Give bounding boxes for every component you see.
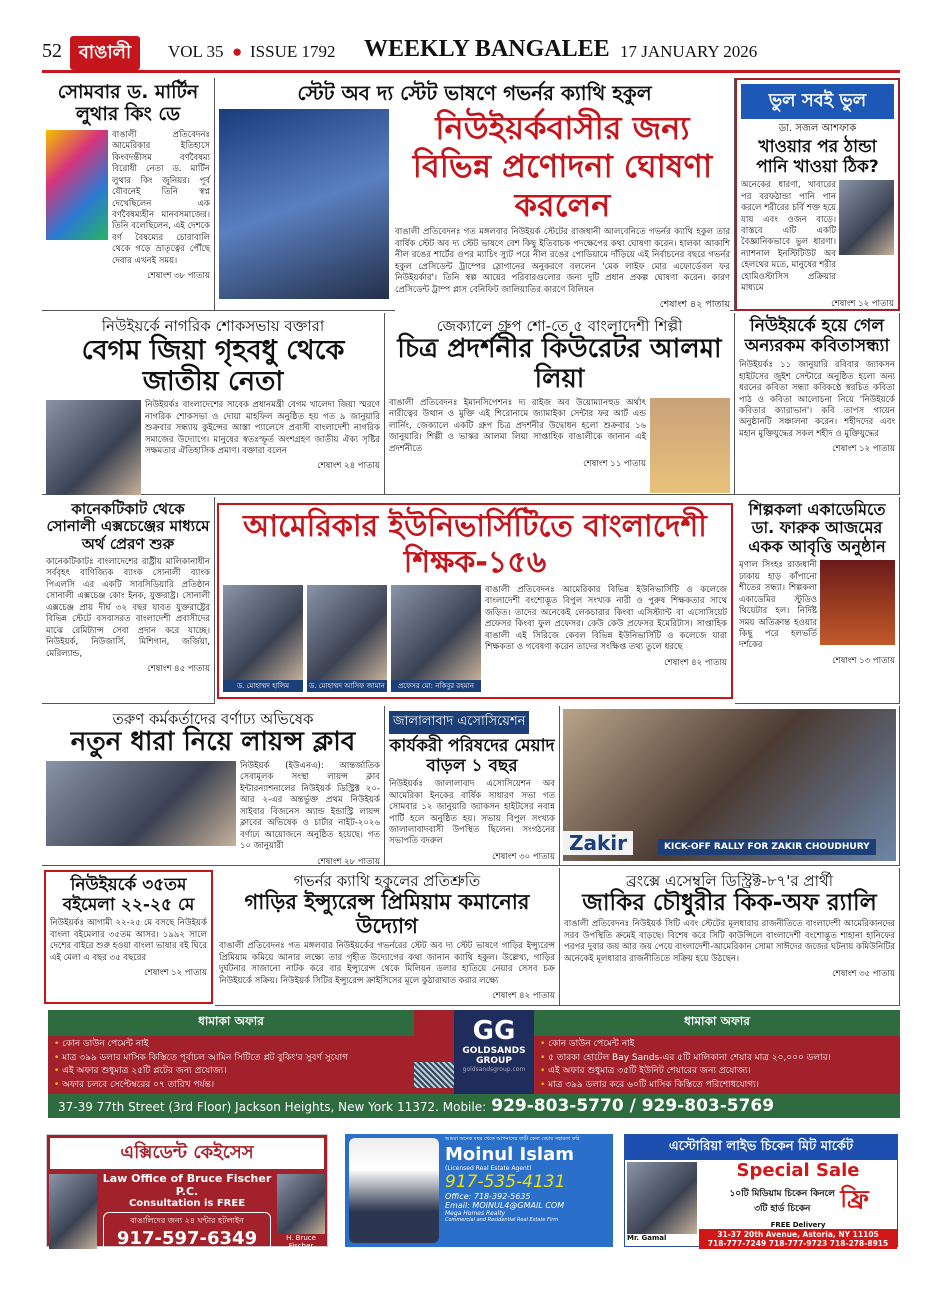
body: বাঙালী প্রতিবেদনঃ ইমানসিপেশনঃ দ্য রাইজ অব উয়োম্যানহুড অর্থাৎ নারীত্বের উত্থান ও মুক্তি এই শিরোনামে জ্যামাইকা সেন্টার ফর আর্ট এন্ড লার্নিং, জেক্যালে একটি গ্রুপ চিত্র প্রদর্শনীর উদ্বোধন হলো শুক্রবার ১৬ জানুয়ারি। শিল্পী ও ভাস্কর আলমা লিয়া সাপ্তাহিক বাঙালীকে জানান এই প্রদর্শনীতে xyxy=(389,397,646,454)
headline: কার্যকরী পরিষদের মেয়াদ বাড়ল ১ বছর xyxy=(389,736,555,776)
offer-item: • মাত্র ৩৯৯ ডলার করে ৬০টি মাসিক কিস্তিতে পরিশোধযোগ্য। xyxy=(540,1079,759,1090)
firm-name: Law Office of Bruce Fischer P.C. xyxy=(102,1172,272,1198)
headline: জাকির চৌধুরীর কিক-অফ র‌্যালি xyxy=(582,890,877,916)
email[interactable]: Email: MOINUL4@GMAIL COM xyxy=(445,1201,565,1210)
continued: শেষাংশ ২৪ পাতায় xyxy=(317,461,380,472)
kicker: তরুণ কর্মকর্তাদের বর্ণাঢ্য অভিষেক xyxy=(112,710,314,728)
bullet-icon: ● xyxy=(232,42,243,61)
body: নিউইয়র্কঃ ১১ জানুয়ারি রবিবার জ্যাকসন হাইটসের জুইশ সেন্টারে অনুষ্ঠিত হলো অন্য ধরনের কবিতা সন্ধ্যা কবিকণ্ঠে স্বরচিত কবিতা পাঠ ও কবিতা আলোচনা নিয়ে 'নিউইয়র্কে কবিতার ক্যারাভান'। কবি তাপস গায়েন অনুষ্ঠানটি সঞ্চালনা করেন। শহীদদের এবং মহান মুক্তিযুদ্ধের সকল শহীদ ও মুক্তিযুদ্ধের xyxy=(739,360,895,439)
article-zia[interactable] xyxy=(42,313,385,495)
headline: খাওয়ার পর ঠান্ডা পানি খাওয়া ঠিক? xyxy=(756,137,879,177)
headline: কানেকটিকাট থেকে সোনালী এক্সচেঞ্জের মাধ্যমে অর্থ প্রেরণ শুরু xyxy=(46,500,210,553)
teacher-photo xyxy=(391,585,481,680)
ad-title: এক্সিডেন্ট কেইসেস xyxy=(50,1138,324,1169)
headline-2: অন্যরকম কবিতাসন্ধ্যা xyxy=(744,335,890,356)
office-phone: Office: 718-392-5635 xyxy=(445,1192,531,1201)
owner-name: Mr. Gamal xyxy=(627,1234,667,1242)
kicker: জেক্যালে গ্রুপ শো-তে ৫ বাংলাদেশী শিল্পী xyxy=(436,317,683,335)
offer-list-left xyxy=(48,1036,414,1094)
headline: সোমবার ড. মার্টিন লুথার কিং ডে xyxy=(57,81,199,125)
masthead xyxy=(42,36,900,70)
author-photo xyxy=(839,180,894,255)
lawyer-photo xyxy=(277,1174,325,1234)
article-insurance[interactable] xyxy=(215,868,560,1006)
consult-text: Consultation is FREE xyxy=(128,1198,246,1209)
kicker: স্টেট অব দ্য স্টেট ভাষণে গভর্নর ক্যাথি হকুল xyxy=(297,81,652,105)
offer-item: • ৫ তারকা হোটেল Bay Sands-এর ৫টি মালিকানা শেয়ার মাত্র ২০,০০০ ডলার। xyxy=(540,1052,831,1063)
continued: শেষাংশ ৪২ পাতায় xyxy=(492,991,555,1002)
lawyer-name: H. Bruce Fischer xyxy=(286,1234,316,1250)
kicker: নিউইয়র্কে নাগরিক শোকসভায় বক্তারা xyxy=(101,317,325,335)
sign-zakir: Zakir xyxy=(563,831,633,855)
address: 37-39 77th Street (3rd Floor) Jackson Heights, New York 11372. Mobile: xyxy=(58,1100,487,1114)
recital-photo xyxy=(820,560,895,645)
issue: ISSUE 1792 xyxy=(250,42,336,61)
continued: শেষাংশ ৩৮ পাতায় xyxy=(147,271,210,282)
continued: শেষাংশ ১৩ পাতায় xyxy=(832,655,895,666)
photo-caption: প্রফেসর মো: নকিবুর রহমান xyxy=(391,680,481,692)
contact-bar xyxy=(48,1094,900,1118)
offer-item: • কোন ডাউন পেমেন্ট নাই xyxy=(540,1039,635,1049)
headline: নতুন ধারা নিয়ে লায়ন্স ক্লাব xyxy=(70,727,356,757)
continued: শেষাংশ ৪২ পাতায় xyxy=(664,657,727,668)
kicker: ব্রংক্সে এসেম্বলি ডিস্ট্রিক্ট-৮৭'র প্রার্থী xyxy=(626,872,833,890)
article-poetry[interactable] xyxy=(735,313,900,495)
article-sonali[interactable] xyxy=(42,497,215,704)
offer-item: • এই অফার শুধুমাত্র ৩৫টি ইউনিট শেয়ারের জন্য প্রযোজ্য। xyxy=(540,1066,751,1076)
newspaper-logo: বাঙালী xyxy=(70,36,140,70)
continued: শেষাংশ ১১ পাতায় xyxy=(583,459,646,470)
continued: শেষাংশ ২৮ পাতায় xyxy=(317,856,380,867)
headline: নিউইয়র্কে ৩৫তম বইমেলা ২২-২৫ মে xyxy=(62,875,195,915)
body: কানেকটিকাটঃ বাংলাদেশের রাষ্ট্রীয় মালিকানাধীন সর্ববৃহৎ বাণিজ্যিক ব্যাংক সোনালী ব্যাংক পিএলসি এর একটি সাবসিডিয়ারি প্রতিষ্ঠান সোনালী এক্সচেঞ্জ কোং ইনক, যুক্তরাষ্ট্র। সোনালী এক্সচেঞ্জ প্রায় দীর্ঘ ৩২ বছর যাবত যুক্তরাষ্ট্রের বিভিন্ন স্টেটে বসবাসরত বাংলাদেশী প্রবাসীদের মাঝে রেমিট্যান্স সেবা প্রদান করে যাচ্ছে। নিউইয়র্ক, নিউজার্সি, মিশিগান, জর্জিয়া, মেরিল্যান্ড, xyxy=(46,556,210,659)
article-governor[interactable] xyxy=(215,78,735,311)
offer-item: • এই অফার শুধুমাত্র ২৫টি প্লটের জন্য প্রযোজ্য। xyxy=(54,1066,227,1076)
zakir-rally-photo xyxy=(560,706,900,866)
kicker: জালালাবাদ এসোসিয়েশন xyxy=(389,711,529,734)
offer-text: ১০টি মিডিয়াম চিকেন কিনলে ৩টি হার্ড চিকেন xyxy=(729,1189,835,1214)
lions-photo xyxy=(46,761,236,846)
page-number: 52 xyxy=(42,40,62,62)
continued: শেষাংশ ৩০ পাতায় xyxy=(492,851,555,862)
goldsands-ad[interactable] xyxy=(48,1010,900,1118)
body: বাঙালী প্রতিবেদনঃ গত মঙ্গলবার নিউইয়র্কের গভর্নরের স্টেট অব দ্য স্টেট ভাষণে গাড়ির ইন্স্যুরেন্স প্রিমিয়াম কমিয়ে আনার লক্ষ্যে তার গৃহীত উদ্যোগের কথা জানান ক্যাথি হকুল। উল্লেখ্য, গাড়ির দুর্ঘটনার সাজানো নাটক করে বার ইন্স্যুরেন্স থেকে মিলিয়ন ডলার হাতিয়ে নেয়ার সেসব চক্র নিউইয়র্কে সক্রিয়। নিউইয়র্ক সিটির ইন্স্যুরেন্স ক্রাইসিসের মূলে কুঠারাঘাত করার লক্ষ্যে xyxy=(219,941,555,986)
headline: শিল্পকলা একাডেমিতে ডা. ফারুক আজমের একক আবৃত্তি অনুষ্ঠান xyxy=(748,500,886,556)
offer-item: • অফার চলবে সেপ্টেম্বরের ০৭ তারিখ পর্যন্ত। xyxy=(54,1079,215,1090)
article-health[interactable] xyxy=(735,78,900,311)
article-lions[interactable] xyxy=(42,706,385,866)
realtor-photo xyxy=(349,1138,439,1243)
headline: আমেরিকার ইউনিভার্সিটিতে বাংলাদেশী শিক্ষক-১৫৬ xyxy=(243,509,707,580)
body: অনেকের ধারণা, খাবারের পর বরফঠান্ডা পানি পান করলে শরীরের চর্বি শক্ত হয়ে যায় এবং ওজন বাড়ে। বাস্তবে এটি একটি বৈজ্ঞানিকভাবে ভুল ধারণা। ন্যাশনাল ইনস্টিটিউট অব হেলথের মতে, মানুষের শরীর হোমিওস্টাসিস প্রক্রিয়ার মাধ্যমে xyxy=(741,180,837,294)
article-bookfair[interactable] xyxy=(44,870,213,1004)
teacher-photo xyxy=(307,585,387,680)
body: নিউইয়র্ক (ইউএনএ): আন্তর্জাতিক সেবামূলক সংস্থা লায়ন্স ক্লাব ইন্টারন্যাশনালের নিউইয়র্ক ডিস্ট্রিক্ট ২০-আর ২-এর অন্তর্ভুক্ত প্রথম নিউইয়র্ক সাইবার বিজনেস অ্যান্ড ইন্ডাস্ট্রি লায়ন্স ক্লাবের অভিষেক ও চার্টার নাইট-২০২৬ বর্ণাঢ্য আয়োজনে অনুষ্ঠিত হয়েছে। গত ১০ জানুয়ারী xyxy=(240,760,380,852)
speaker-photo xyxy=(46,400,141,495)
article-alma[interactable] xyxy=(385,313,735,495)
body: বাঙালী প্রতিবেদনঃ আমেরিকার ইতিহাসে কিংবদন্তীসম বর্ণবৈষম্য বিরোধী নেতা ড. মার্টিন লুথার কিং জুনিয়র। পূর্ব যৌবনেই তিনি স্বপ্ন দেখেছিলেন এক বর্ণবৈষম্যহীন মানবসমাজের। তিনি বলেছিলেন, এই দেশকে বর্ণ বৈষম্যের চোরাবালি থেকে গড়ে ভ্রাতৃত্বের পৌঁছে দেবার এখনই সময়। xyxy=(112,129,210,266)
law-office-ad[interactable] xyxy=(46,1134,328,1250)
footer: Commercial and Residential Real Estate Firm xyxy=(445,1217,559,1223)
issue-date: 17 JANUARY 2026 xyxy=(620,42,758,61)
photo-caption: ড. মোহাম্মদ আসিফ জামান xyxy=(307,680,387,692)
offer-title: ধামাকা অফার xyxy=(534,1010,900,1036)
offer-item: • কোন ডাউন পেমেন্ট নাই xyxy=(54,1039,149,1049)
headline: বেগম জিয়া গৃহবধু থেকে জাতীয় নেতা xyxy=(81,335,345,398)
lawyer-photo xyxy=(49,1174,97,1249)
volume: VOL 35 xyxy=(168,42,224,61)
continued: শেষাংশ ১২ পাতায় xyxy=(831,298,894,309)
article-zakir[interactable] xyxy=(560,868,900,1006)
headline: গাড়ির ইন্স্যুরেন্স প্রিমিয়াম কমানোর উদ্যোগ xyxy=(244,890,530,939)
artist-photo xyxy=(650,398,730,493)
offer-item: • মাত্র ৩৯৯ ডলার মাসিক কিস্তিতে পূর্বাচল আমিন সিটিতে প্লট বুকিং'র সুবর্ণ সুযোগ xyxy=(54,1052,348,1063)
continued: শেষাংশ ৩৫ পাতায় xyxy=(832,969,895,980)
sale-text: Special Sale xyxy=(736,1160,860,1181)
body: বাঙালী প্রতিবেদনঃ নিউইয়র্ক সিটি এবং স্টেটের মূলধারার রাজনীতিতে বাংলাদেশী আমেরিকানদের সরব উপস্থিতি ক্রমেই বাড়ছে। বিশেষ করে সিটি কাউন্সিলে বাংলাদেশী বংশোদ্ভূত শাহানা হানিফের পরপর দুবার জয় আর জয় পেয়ে বাংলাদেশী-আমেরিকান সোমা সাঈদের জজের ঘটনায় কমিউনিটির অনেকেই মূলধারার রাজনীতিতে সক্রিয় হয়ে উঠছেন। xyxy=(564,919,895,964)
realtor-ad[interactable] xyxy=(345,1134,613,1247)
company: Mega Homes Realty xyxy=(445,1210,506,1217)
article-mlk[interactable] xyxy=(42,78,215,311)
article-recital[interactable] xyxy=(735,497,900,704)
qr-code-icon[interactable] xyxy=(414,1062,454,1088)
newspaper-title: WEEKLY BANGALEE xyxy=(364,36,610,62)
phone-numbers[interactable]: 929-803-5770 / 929-803-5769 xyxy=(491,1096,775,1116)
chicken-market-ad[interactable] xyxy=(624,1134,898,1247)
body: নিউইয়র্কঃ জালালাবাদ এসোসিয়েশন অব আমেরিকা ইনকের বার্ষিক সাধারণ সভা গত সোমবার ১২ জানুয়ারি জ্যাকসন হাইটসের নবান্ন পার্টি হলে অনুষ্ঠিত হয়। সভায় বিপুল সংখ্যক জালালাবাদবাসী উপস্থিত ছিলেন। সংগঠনের সভাপতি বদরুল xyxy=(389,779,555,847)
kicker: গভর্নর ক্যাথি হকুলের প্রতিশ্রুতি xyxy=(293,872,481,890)
body: বাঙালী প্রতিবেদনঃ গত মঙ্গলবার নিউইয়র্ক স্টেটের রাজধানী আলবেনিতে গভর্নর ক্যাথি হকুল তার বার্ষিক স্টেট অব দ্য স্টেট ভাষণে বেশ কিছু ইতিবাচক পদক্ষেপের কথা ঘোষণা করেন। হালকা আকাশি নীল রঙের শার্টের ওপর ম্যাচিং স্যুট পরে নীল রঙের পোডিয়ামে দাঁড়িয়ে এই নির্বাচনের বছরে গভর্নর হকুল প্রেসিডেন্ট ট্রাম্পের স্লোগানের অনুকরণে বললেন 'মেক লাইফ মোর এফোর্ডেবল ফর নিউইয়র্কার'। তিনি স্বল্প আয়ের পরিবারগুলোর জন্য দুটি প্রধান প্রকল্প ঘোষণা করেন। কারণ প্রেসিডেন্ট ট্রাম্প প্লাস বেনিফিট জালিয়াতির কারণে বিলিয়ন xyxy=(395,227,730,295)
owner-photo xyxy=(627,1162,697,1234)
continued: শেষাংশ ৪৫ পাতায় xyxy=(147,663,210,674)
realtor-role: (Licensed Real Estate Agent) xyxy=(445,1165,532,1172)
headline: নিউইয়র্কবাসীর জন্য বিভিন্ন প্রণোদনা ঘোষণা করলেন xyxy=(412,109,713,224)
free-text: ফ্রি xyxy=(840,1185,869,1213)
column-banner: ভুল সবই ভুল xyxy=(741,84,894,119)
body: বাঙালী প্রতিবেদনঃ আমেরিকার বিভিন্ন ইউনিভার্সিটি ও কলেজে বাংলাদেশী বংশোদ্ভূত বিপুল সংখ্যক নারী ও পুরুষ শিক্ষকতার সাথে জড়িত। তাদের অনেকেই লেকচারার কিংবা এসিস্ট্যান্ট বা এসোসিয়েট প্রফেসর কিংবা ফুল প্রফেসর। কেউ কেউ প্রফেসর ইমেরিটাস। সাপ্তাহিক বাঙালী এই সিরিজে কেবল বিভিন্ন ইউনিভার্সিটি ও কলেজে যারা শিক্ষকতা ও গবেষণা করেন তাদের সংক্ষিপ্ত তথ্য তুলে ধরছে xyxy=(485,585,727,653)
header-divider xyxy=(42,70,900,73)
body: মৃণাল সিংহঃ রাজধানী ঢাকায় হাড় কাঁপানো শীতের সন্ধ্যা। শিল্পকলা একাডেমির স্টুডিও থিয়েটার হল। নির্দিষ্ট সময় অতিক্রান্ত হওয়ার কিছু পরে হলভর্তি দর্শকের xyxy=(739,560,817,651)
continued: শেষাংশ ৪২ পাতায় xyxy=(395,298,730,313)
tagline: আমরা অনেক বছর থেকে আপনাদের বাড়ী কেনা বেচায় সহায়তা করি xyxy=(445,1136,580,1142)
goldsands-logo: GG GOLDSANDS GROUP goldsandsgroup.com xyxy=(454,1010,534,1094)
photo-caption: ড. মোহাম্মদ হালিম xyxy=(223,680,303,692)
article-teachers[interactable] xyxy=(217,503,733,699)
headline: নিউইয়র্কে হয়ে গেল xyxy=(749,316,885,336)
continued: শেষাংশ ১২ পাতায় xyxy=(832,444,895,455)
headline: চিত্র প্রদর্শনীর কিউরেটর আলমা লিয়া xyxy=(397,334,722,394)
hotline-text: বাঙালিদের জন্য ২৪ ঘন্টার হটলাইন xyxy=(130,1216,244,1225)
phone[interactable]: 917-535-4131 xyxy=(445,1172,566,1192)
governor-photo xyxy=(219,109,389,299)
author: ডা. সজল আশফাক xyxy=(778,123,857,134)
continued: শেষাংশ ১২ পাতায় xyxy=(144,967,207,978)
contact-block: 31-37 20th Avenue, Astoria, NY 11105 718-777-7249 718-777-9723 718-278-8915 xyxy=(699,1229,897,1249)
body: নিউইয়র্কঃ বাংলাদেশের সাবেক প্রধানমন্ত্রী বেগম খালেদা জিয়া স্মরণে নাগরিক শোকসভা ও দোয়া মাহফিল অনুষ্ঠিত হয় গত ৯ জানুয়ারি শুক্রবার সন্ধ্যায় কুইন্সের আস্তা প্যালেসে প্রবাসী বাংলাদেশী নাগরিক সমাজের উদ্যোগে। মানুষের স্বতঃস্ফূর্ত অংশগ্রহণ জাতীয় ঐক্য সৃষ্টির সক্ষমতার ঐতিহাসিক প্রমাণ। বক্তারা বলেন xyxy=(145,400,380,456)
teacher-photo xyxy=(223,585,303,680)
offer-title: ধামাকা অফার xyxy=(48,1010,414,1036)
phone[interactable]: 917-597-6349 xyxy=(116,1228,258,1249)
mlk-portrait xyxy=(46,130,108,240)
rally-banner: KICK-OFF RALLY FOR ZAKIR CHOUDHURY xyxy=(658,839,876,855)
body: নিউইয়র্কঃ আগামী ২২-২৫ মে বসছে নিউইয়র্ক বাংলা বইমেলার ৩৫তম আসর। ১৯৯২ সালে দেশের বাইরে শুরু হওয়া বাংলা ভাষার বই ঘিরে এই মেলা এ বছর ৩৫ বছরের xyxy=(50,918,207,963)
article-jalalabad[interactable] xyxy=(385,706,560,866)
realtor-name: Moinul Islam xyxy=(445,1144,574,1165)
offer-list-right xyxy=(534,1036,900,1094)
ad-title: এস্টোরিয়া লাইভ চিকেন মিট মার্কেট xyxy=(625,1135,897,1160)
delivery-text: FREE Delivery xyxy=(770,1221,826,1229)
